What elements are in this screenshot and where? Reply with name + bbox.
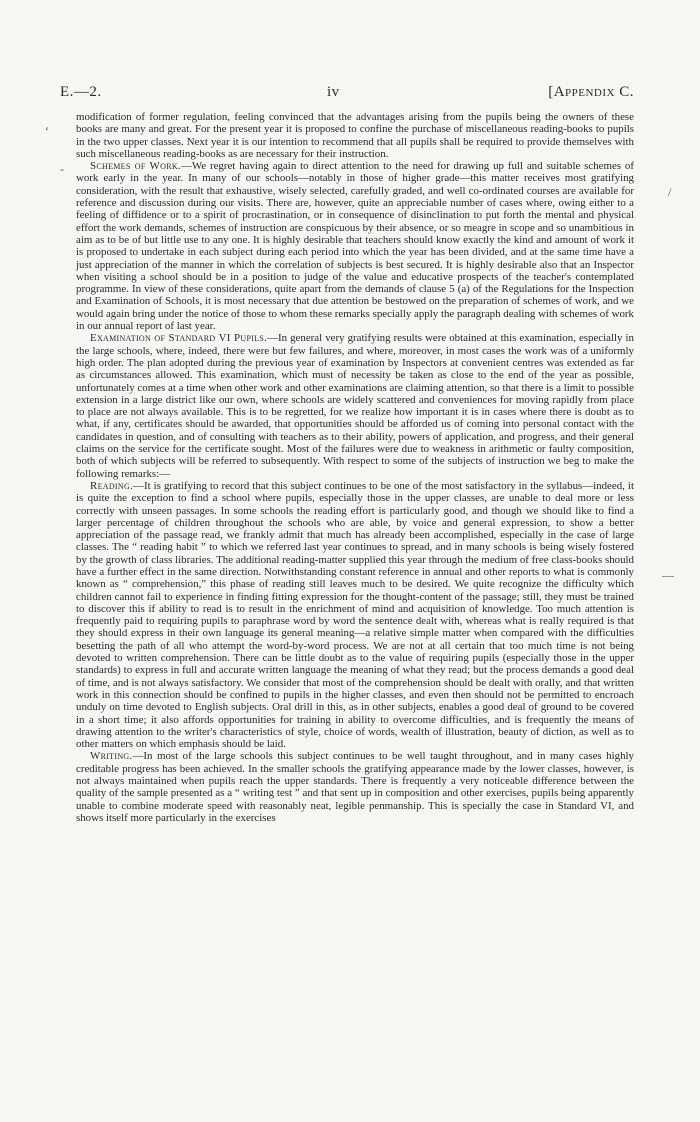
paragraph-text: modification of former regulation, feeling convinced that the advantages arising from the pupils being the owners of these books are many and great. For the present year it is proposed to confine the purchase of miscellaneous reading-books to pupils in the two upper classes. Next year it is our intention to recommend that all pupils shall be required to provide themselves with such miscellaneous reading-books as are necessary for their instruction.	[76, 111, 634, 160]
document-body	[76, 111, 634, 824]
section-heading: Examination of Standard VI Pupils.	[90, 332, 268, 345]
page-header	[60, 84, 634, 106]
margin-mark-left: ‘	[45, 124, 49, 138]
paragraph-schemes-of-work	[76, 160, 634, 332]
paragraph-text: —In most of the large schools this subject continues to be well taught throughout, and in many cases highly creditable progress has been achieved. In the smaller schools the gratifying appearance made by the lower classes, however, is not always maintained when pupils reach the upper standards. There is frequently a very noticeable difference between the quality of the sample presented as a “ writing test ” and that sent up in composition and other exercises, pupils being apparently unable to combine moderate speed with reasonably neat, legible penmanship. This is specially the case in Standard VI, and shows itself more particularly in the exercises	[76, 750, 634, 824]
margin-mark-left-2: -	[60, 162, 64, 176]
header-page-number: iv	[327, 84, 340, 100]
paragraph-reading	[76, 480, 634, 751]
section-heading: Writing.	[90, 750, 133, 763]
margin-mark-right-2: —	[662, 568, 674, 582]
section-heading: Schemes of Work.	[90, 160, 181, 173]
paragraph-writing	[76, 750, 634, 824]
paragraph-text: —In general very gratifying results were obtained at this examination, especially in the large schools, where, indeed, there were but few failures, and where, moreover, in most cases the work was of a uniformly high order. The plan adopted during the previous year of examination by Inspectors at convenient centres was extended as far as circumstances allowed. This examination, which must of necessity be taken as close to the end of the year as possible, unfortunately comes at a time when other work and other examinations are claiming attention, so that there is a limit to possible extension in a large district like our own, where schools are widely scattered and conveniences for moving rapidly from place to place are not always available. This is to be regretted, for we realize how important it is in cases where there is doubt as to what, if any, certificates should be awarded, that opportunities should be afforded us of coming into personal contact with the candidates in question, and of consulting with teachers as to their ability, powers of application, and progress, and their general claims on the service for the certificate sought. Most of the failures were due to weakness in arithmetic or faulty composition, both of which subjects will be referred to subsequently. With respect to some of the subjects of instruction we beg to make the following remarks:—	[76, 332, 634, 480]
section-heading: Reading.	[90, 479, 134, 492]
paragraph-continuation	[76, 111, 634, 160]
header-appendix-label: [Appendix C.	[548, 84, 634, 100]
paragraph-examination	[76, 332, 634, 480]
header-series-number: E.—2.	[60, 84, 102, 100]
paragraph-text: —We regret having again to direct attention to the need for drawing up full and suitable schemes of work early in the year. In many of our schools—notably in those of higher grade—this matter receives most gratifying consideration, with the result that exhaustive, wisely selected, carefully graded, and well co-ordinated courses are available for reference and discussion during our visits. There are, however, quite an appreciable number of cases where, owing either to a feeling of diffidence or to a spirit of procrastination, or in consequence of disinclination to put forth the mental and physical effort the work demands, schemes of instruction are conspicuous by their absence, or so meagre in scope and so unambitious in aim as to be of but little use to any one. It is highly desirable that teachers should know exactly the kind and amount of work it is proposed to undertake in each subject during each period into which the year has been divided, and at the same time have a just appreciation of the manner in which the correlation of subjects is best secured. It is highly desirable also that an Inspector when visiting a school should be in a position to judge of the value and educative prospects of the teacher's contemplated programme. In view of these considerations, quite apart from the demands of clause 5 (a) of the Regulations for the Inspection and Examination of Schools, it is most necessary that due attention be bestowed on the preparation of schemes of work, and we would again bring under the notice of those to whom these remarks specially apply the paragraph dealing with schemes of work in our annual report of last year.	[76, 160, 634, 333]
paragraph-text: —It is gratifying to record that this subject continues to be one of the most satisfactory in the syllabus—indeed, it is quite the exception to find a school where pupils, especially those in the upper classes, are unable to deal more or less correctly with unseen passages. In some schools the reading effort is particularly good, and though we should like to find a larger percentage of children throughout the schools who are able, by voice and general expression, to show a better appreciation of the passage read, we frankly admit that much has already been accomplished, especially in the case of large classes. The “ reading habit ” to which we referred last year continues to spread, and in many schools is being wisely fostered by the growth of class libraries. The additional reading-matter supplied this year through the medium of free class-books should have a further effect in the same direction. Notwithstanding constant reference in annual and other reports to what is commonly known as “ comprehension,” this phase of reading still leaves much to be desired. We quite recognize the difficulty which children cannot fail to experience in finding fitting expression for the thought-content of the passage; still, they must be trained to discover this if ability to read is to result in the enrichment of mind and acquisition of knowledge. Too much attention is frequently paid to requiring pupils to paraphrase word by word the sentence dealt with, whereas what is really required is that they should express in their own language its general meaning—a relative simple matter when compared with the difficulties besetting the path of all who attempt the word-by-word process. We are not at all certain that too much time is not being devoted to written comprehension. There can be little doubt as to the value of requiring pupils (especially those in the upper standards) to express in full and accurate written language the meaning of what they read; but the process demands a good deal of time, and is not always satisfactory. We consider that most of the comprehension should be dealt with orally, and that written work in this connection should be confined to pupils in the higher classes, and even then should not be permitted to encroach unduly on time devoted to English subjects. Oral drill in this, as in other subjects, enables a good deal of ground to be covered in a short time; it also affords opportunities for training in ability to overcome difficulties, and is frequently the means of drawing attention to the writer's characteristics of style, choice of words, wealth of illustration, beauty of diction, as well as to other matters on which emphasis should be laid.	[76, 479, 634, 751]
margin-mark-right: /	[668, 185, 672, 199]
